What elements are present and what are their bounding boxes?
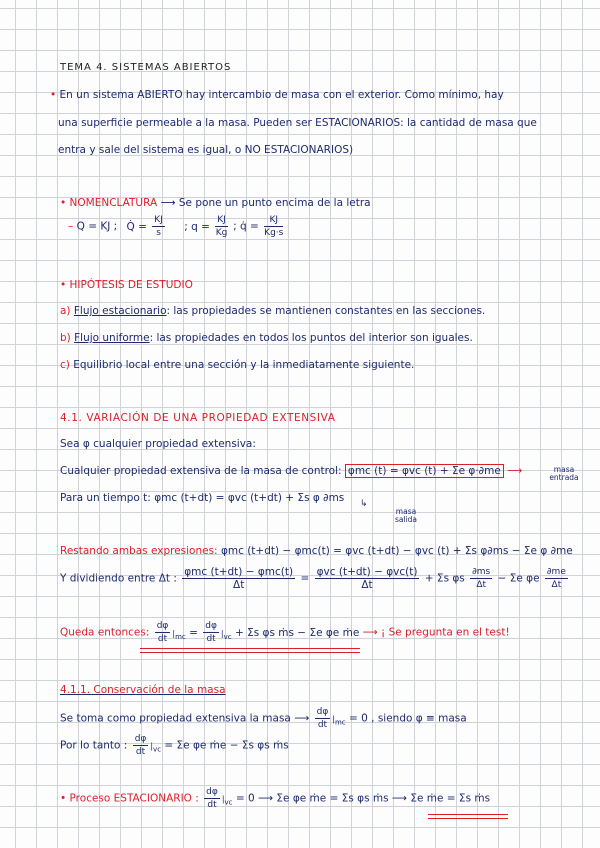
s41-line-4: Restando ambas expresiones: φmc (t+dt) − φmc(t) = φvc (t+dt) − φvc (t) + Σs φ∂ms − Σe φ ∂me [60, 545, 573, 557]
bullet: • [50, 89, 57, 101]
fraction-ms-delta: $\frac{\partial ms}{\Delta t}$ [472, 567, 491, 590]
s41-line-6: Queda entonces: $\frac{d\varphi}{dt}$ $|_{mc}$ = $\frac{d\varphi}{dt}$ $|_{vc} + \Sigma s$ φs ṁs − Σe φe ṁe ⟶ ¡ Se pregunta en el test! [60, 621, 510, 644]
hipotesis-b: b) Flujo uniforme: las propiedades en todos los puntos del interior son iguales. [60, 332, 473, 344]
heat-rate: Q̇ = [126, 220, 147, 233]
underline-red [428, 814, 508, 815]
dash: – [68, 220, 74, 233]
s411-line-3: • Proceso ESTACIONARIO : $\frac{d\varphi}{dt}$ $|_{vc} = 0$ ⟶ Σe φe ṁe = Σs φs ṁs ⟶ Σe ṁe = Σs ṁs [60, 787, 491, 810]
underline-red [428, 818, 508, 819]
arrow-icon: ↳ [360, 499, 368, 509]
s411-line-2: Por lo tanto : $\frac{d\varphi}{dt}$ $|_{vc} = \Sigma e$ φe ṁe − Σs φs ṁs [60, 734, 289, 757]
page-title: TEMA 4. SISTEMAS ABIERTOS [60, 62, 232, 73]
nomenclatura-line [60, 197, 371, 209]
underline-red [140, 652, 360, 653]
fraction-mc-delta: $\frac{\text{φmc (t+dt) − φmc(t)}}{\Delta t}$ [184, 566, 294, 591]
term-flujo-estacionario: Flujo estacionario [73, 305, 167, 317]
fraction-kj-s: $\frac{KJ}{s}$ [154, 215, 163, 238]
mass-conservation-result: Σe ṁe = Σs ṁs [410, 792, 491, 805]
arrow-icon: ⟶ [160, 197, 176, 209]
specific-heat: ; q = [184, 220, 210, 233]
section-4-1-1-heading: 4.1.1. Conservación de la masa [60, 684, 226, 696]
eq-mass-control: φmc (t) = φvc (t) + Σe φ·∂me [345, 464, 504, 478]
hipotesis-label: • HIPÓTESIS DE ESTUDIO [60, 279, 193, 291]
s41-line-5: Y dividiendo entre Δt : $\frac{\text{φmc (t+dt) − φmc(t)}}{\Delta t}$ = $\frac{\text{φvc (t+dt) − φvc(t)}}{\Delta t}$ + Σs φs $\frac{\partial ms}{\Delta t}$ − Σe φe $\frac{\partial me}{\Delta t}$ [60, 566, 566, 591]
section-4-1-heading: 4.1. VARIACIÓN DE UNA PROPIEDAD EXTENSIVA [60, 412, 336, 424]
nomenclatura-text: Se pone un punto encima de la letra [178, 197, 371, 209]
nomenclatura-label: • NOMENCLATURA [60, 197, 158, 209]
s411-line-1: Se toma como propiedad extensiva la masa ⟶ $\frac{d\varphi}{dt}$ $|_{mc} = 0$ , siendo φ ≡ masa [60, 707, 467, 730]
test-note: ⟶ ¡ Se pregunta en el test! [362, 626, 510, 639]
hipotesis-a: a) Flujo estacionario: las propiedades se mantienen constantes en las secciones. [60, 305, 486, 317]
specific-heat-rate: ; q̇ = [233, 220, 259, 233]
intro-text-1: En un sistema ABIERTO hay intercambio de masa con el exterior. Como mínimo, hay [59, 89, 504, 101]
term-flujo-uniforme: Flujo uniforme [74, 332, 150, 344]
heat-unit: Q = KJ ; [76, 220, 118, 233]
hipotesis-c: c) Equilibrio local entre una sección y la inmediatamente siguiente. [60, 359, 415, 371]
fraction-kj-kgs: $\frac{KJ}{Kg\cdot s}$ [264, 215, 284, 238]
nomenclatura-formulas [68, 214, 285, 239]
underline-red [140, 648, 360, 649]
fraction-vc-delta: $\frac{\text{φvc (t+dt) − φvc(t)}}{\Delta t}$ [316, 566, 418, 591]
s41-line-3: Para un tiempo t: φmc (t+dt) = φvc (t+dt) + Σs φ ∂ms [60, 492, 345, 504]
intro-line-3: entra y sale del sistema es igual, o NO ESTACIONARIOS) [58, 144, 354, 156]
arrow-icon: ⟶ [507, 465, 523, 477]
note-masa-entrada: masa entrada [549, 465, 579, 482]
fraction-kj-kg: $\frac{KJ}{Kg}$ [215, 215, 228, 238]
fraction-me-delta: $\frac{\partial me}{\Delta t}$ [546, 567, 566, 590]
s41-line-2: Cualquier propiedad extensiva de la masa de control: φmc (t) = φvc (t) + Σe φ·∂me ⟶ [60, 465, 523, 477]
note-masa-salida: masa salida [394, 507, 418, 524]
intro-line-2: una superficie permeable a la masa. Pueden ser ESTACIONARIOS: la cantidad de masa que [58, 117, 537, 129]
balance-equation: $\frac{d\varphi}{dt}$ $|_{mc}$ = $\frac{d\varphi}{dt}$ $|_{vc} + \Sigma s$ φs ṁs − Σe φe ṁe [156, 621, 360, 644]
intro-line-1 [50, 89, 504, 101]
s41-line-1: Sea φ cualquier propiedad extensiva: [60, 438, 256, 450]
